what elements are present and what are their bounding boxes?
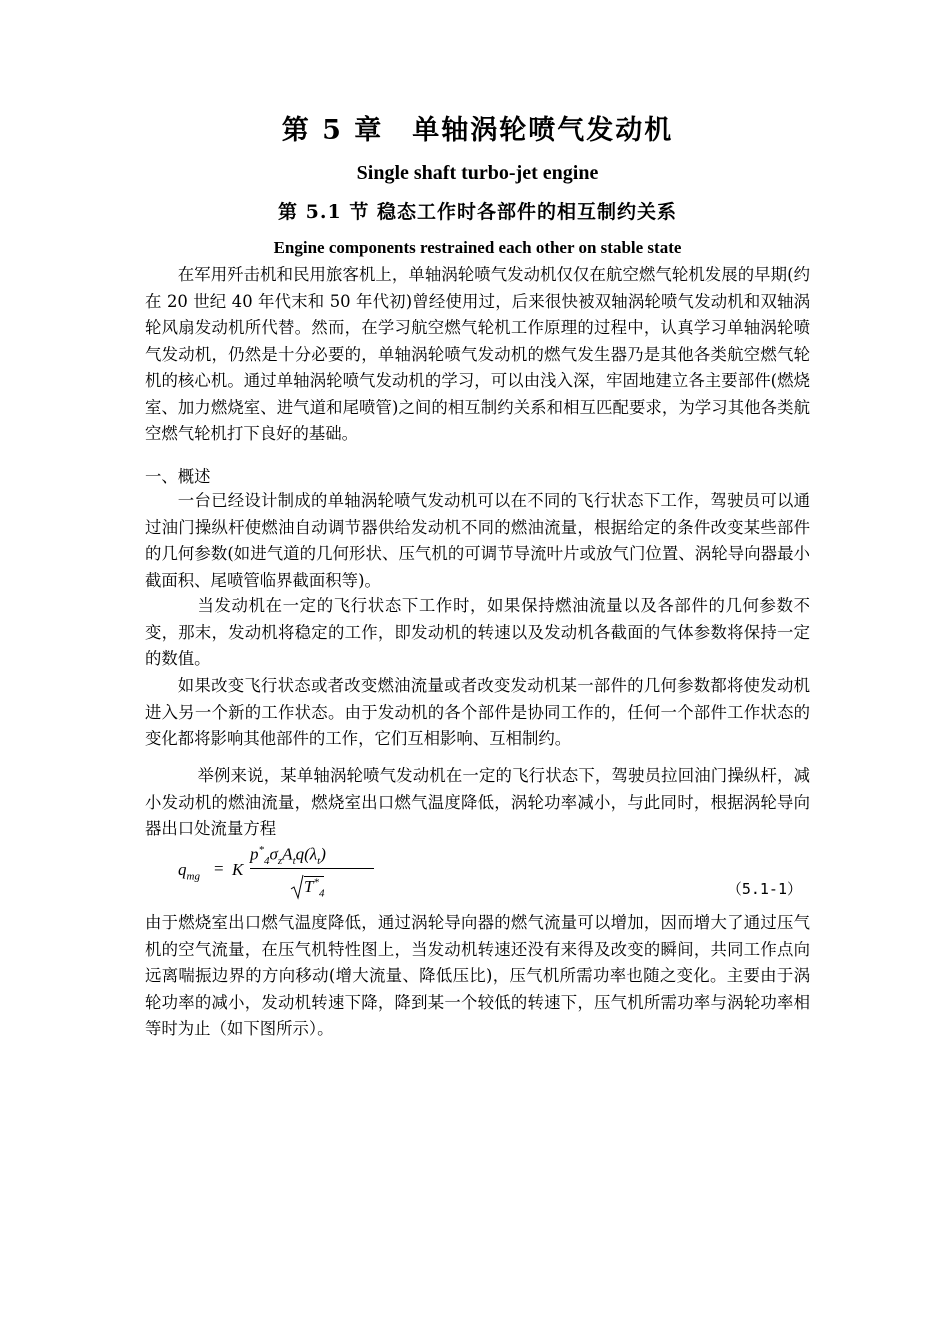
paragraph-overview: 一台已经设计制成的单轴涡轮喷气发动机可以在不同的飞行状态下工作，驾驶员可以通过油门操纵杆使燃油自动调节器供给发动机不同的燃油流量，根据给定的条件改变某些部件的几何参数(如进气道的几何形状、压气机的可调节导流叶片或放气门位置、涡轮导向器最小截面积、尾喷管临界截面积等)。 bbox=[145, 491, 810, 590]
fraction-bar bbox=[250, 868, 374, 869]
equation-denominator: $T^*_4$ bbox=[290, 874, 324, 900]
intro-paragraph: 在军用歼击机和民用旅客机上，单轴涡轮喷气发动机仅仅在航空燃气轮机发展的早期(约在 20 世纪 40 年代末和 50 年代初)曾经使用过，后来很快被双轴涡轮喷气发动机和双轴涡轮风扇发动机所代替。然而，在学习航空燃气轮机工作原理的过程中，认真学习单轴涡轮喷气发动机，仍然是十分必要的，单轴涡轮喷气发动机的燃气发生器乃是其他各类航空燃气轮机的核心机。通过单轴涡轮喷气发动机的学习，可以由浅入深，牢固地建立各主要部件(燃烧室、加力燃烧室、进气道和尾喷管)之间的相互制约关系和相互匹配要求，为学习其他各类航空燃气轮机打下良好的基础。 bbox=[145, 265, 810, 443]
chapter-title-en: Single shaft turbo-jet engine bbox=[356, 162, 599, 184]
constant-k: K bbox=[232, 860, 244, 879]
section-heading: 一、概述 bbox=[145, 467, 211, 486]
equation-numerator: $p^*_4\sigma_zA_tq(\lambda_t)$ bbox=[250, 844, 326, 868]
paragraph-example: 举例来说，某单轴涡轮喷气发动机在一定的飞行状态下，驾驶员拉回油门操纵杆，减小发动机的燃油流量，燃烧室出口燃气温度降低，涡轮功率减小，与此同时，根据涡轮导向器出口处流量方程 bbox=[145, 766, 810, 838]
equals-sign: = bbox=[214, 859, 224, 878]
section-title-en: Engine components restrained each other on stable state bbox=[273, 238, 682, 257]
equation-number: （5.1-1） bbox=[726, 880, 802, 898]
paragraph-state-change: 如果改变飞行状态或者改变燃油流量或者改变发动机某一部件的几何参数都将使发动机进入另一个新的工作状态。由于发动机的各个部件是协同工作的，任何一个部件工作状态的变化都将影响其他部件的工作，它们互相影响、互相制约。 bbox=[145, 676, 810, 748]
sqrt-icon bbox=[290, 874, 304, 900]
section-title: 第 5.1 节 稳态工作时各部件的相互制约关系 bbox=[278, 201, 677, 223]
chapter-title: 第 5 章 单轴涡轮喷气发动机 bbox=[281, 115, 674, 146]
flow-equation bbox=[178, 838, 418, 904]
paragraph-steady-state: 当发动机在一定的飞行状态下工作时，如果保持燃油流量以及各部件的几何参数不变，那末，发动机将稳定的工作，即发动机的转速以及发动机各截面的气体参数将保持一定的数值。 bbox=[145, 596, 810, 668]
paragraph-explanation: 由于燃烧室出口燃气温度降低，通过涡轮导向器的燃气流量可以增加，因而增大了通过压气机的空气流量，在压气机特性图上，当发动机转速还没有来得及改变的瞬间，共同工作点向远离喘振边界的方向移动(增大流量、降低压比)，压气机所需功率也随之变化。主要由于涡轮功率的减小，发动机转速下降，降到某一个较低的转速下，压气机所需功率与涡轮功率相等时为止（如下图所示）。 bbox=[145, 913, 810, 1038]
equation-lhs: $q_{mg}$ bbox=[178, 860, 200, 883]
